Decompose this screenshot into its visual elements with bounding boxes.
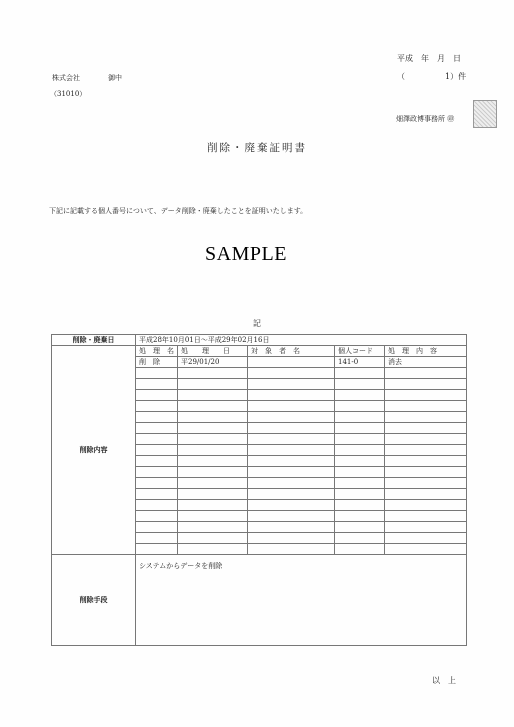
- table-cell: [385, 390, 467, 401]
- table-cell: [248, 390, 335, 401]
- table-cell: [136, 412, 178, 423]
- closing-text: 以 上: [432, 676, 456, 685]
- table-cell: [136, 423, 178, 434]
- table-cell: [178, 379, 248, 390]
- table-cell: [248, 467, 335, 478]
- table-cell: [136, 478, 178, 489]
- table-cell: [178, 445, 248, 456]
- table-cell: [248, 489, 335, 500]
- intro-text: 下記に記載する個人番号について、データ削除・廃棄したことを証明いたします。: [49, 207, 308, 215]
- table-cell: [335, 489, 385, 500]
- col-header-process-name: 処 理 名: [136, 346, 178, 357]
- table-cell: [178, 544, 248, 555]
- table-cell: [335, 533, 385, 544]
- table-cell: [385, 522, 467, 533]
- table-cell: [385, 467, 467, 478]
- table-cell: [178, 423, 248, 434]
- table-cell: [385, 412, 467, 423]
- table-cell: [335, 390, 385, 401]
- table-cell: [385, 456, 467, 467]
- table-cell: [248, 401, 335, 412]
- table-cell: [335, 368, 385, 379]
- table-cell: [178, 401, 248, 412]
- table-cell: [335, 412, 385, 423]
- table-cell: [248, 379, 335, 390]
- table-cell: [248, 434, 335, 445]
- table-cell: [136, 401, 178, 412]
- table-cell: [385, 544, 467, 555]
- table-cell: [248, 533, 335, 544]
- date-line: 平成 年 月 日: [397, 54, 461, 63]
- table-cell: [178, 390, 248, 401]
- table-cell: [385, 401, 467, 412]
- col-header-process-date: 処 理 日: [178, 346, 248, 357]
- table-cell: 消去: [385, 357, 467, 368]
- table-cell: [136, 533, 178, 544]
- table-cell: [385, 500, 467, 511]
- table-cell: [335, 379, 385, 390]
- table-cell: [178, 478, 248, 489]
- table-cell: [136, 434, 178, 445]
- table-cell: [335, 522, 385, 533]
- col-header-target-name: 対 象 者 名: [248, 346, 335, 357]
- table-cell: [385, 445, 467, 456]
- ki-label: 記: [253, 319, 261, 328]
- table-cell: [136, 445, 178, 456]
- table-cell: [385, 533, 467, 544]
- certificate-table: [51, 334, 467, 646]
- content-label: 削除内容: [52, 346, 136, 555]
- table-cell: [136, 456, 178, 467]
- table-cell: [248, 511, 335, 522]
- table-cell: [335, 456, 385, 467]
- table-cell: 141-0: [335, 357, 385, 368]
- table-cell: [385, 368, 467, 379]
- table-cell: [136, 489, 178, 500]
- table-cell: [335, 401, 385, 412]
- table-cell: [248, 368, 335, 379]
- table-cell: [136, 390, 178, 401]
- table-cell: [136, 368, 178, 379]
- table-cell: [335, 467, 385, 478]
- table-cell: [178, 500, 248, 511]
- table-cell: [248, 522, 335, 533]
- table-cell: [178, 412, 248, 423]
- period-value: 平成28年10月01日～平成29年02月16日: [136, 335, 467, 346]
- table-cell: [385, 434, 467, 445]
- seal-stamp: [473, 100, 497, 128]
- recipient-code: （31010）: [50, 90, 87, 98]
- method-label: 削除手段: [52, 555, 136, 646]
- recipient: 株式会社 御中: [52, 74, 122, 82]
- table-cell: [136, 467, 178, 478]
- table-cell: [178, 467, 248, 478]
- table-cell: [136, 544, 178, 555]
- table-cell: [178, 511, 248, 522]
- table-cell: [248, 478, 335, 489]
- table-cell: [136, 522, 178, 533]
- table-cell: [136, 379, 178, 390]
- table-cell: [335, 511, 385, 522]
- col-header-process-detail: 処 理 内 容: [385, 346, 467, 357]
- table-cell: [136, 511, 178, 522]
- table-cell: 平29/01/20: [178, 357, 248, 368]
- table-cell: [385, 478, 467, 489]
- table-cell: [335, 544, 385, 555]
- table-cell: [248, 445, 335, 456]
- table-cell: [385, 423, 467, 434]
- table-cell: [178, 522, 248, 533]
- table-cell: [178, 434, 248, 445]
- period-label: 削除・廃棄日: [52, 335, 136, 346]
- table-cell: [248, 357, 335, 368]
- method-value: システムからデータを削除: [136, 555, 467, 646]
- table-cell: [178, 456, 248, 467]
- table-cell: [335, 500, 385, 511]
- table-cell: [248, 423, 335, 434]
- col-header-personal-code: 個人コード: [335, 346, 385, 357]
- table-cell: [178, 489, 248, 500]
- table-cell: [248, 412, 335, 423]
- table-cell: [385, 511, 467, 522]
- document-title: 削除・廃棄証明書: [207, 142, 307, 154]
- table-cell: [335, 445, 385, 456]
- table-cell: [136, 500, 178, 511]
- table-cell: [178, 368, 248, 379]
- sample-watermark: SAMPLE: [205, 243, 287, 265]
- table-cell: [385, 379, 467, 390]
- issuer-name: 畑澤政博事務所 ㊞: [396, 115, 455, 123]
- table-cell: 削 除: [136, 357, 178, 368]
- count-line: （ 1）件: [397, 72, 467, 81]
- table-cell: [335, 423, 385, 434]
- table-cell: [248, 500, 335, 511]
- table-cell: [335, 434, 385, 445]
- table-cell: [335, 478, 385, 489]
- table-cell: [248, 456, 335, 467]
- table-cell: [178, 533, 248, 544]
- table-cell: [248, 544, 335, 555]
- table-cell: [385, 489, 467, 500]
